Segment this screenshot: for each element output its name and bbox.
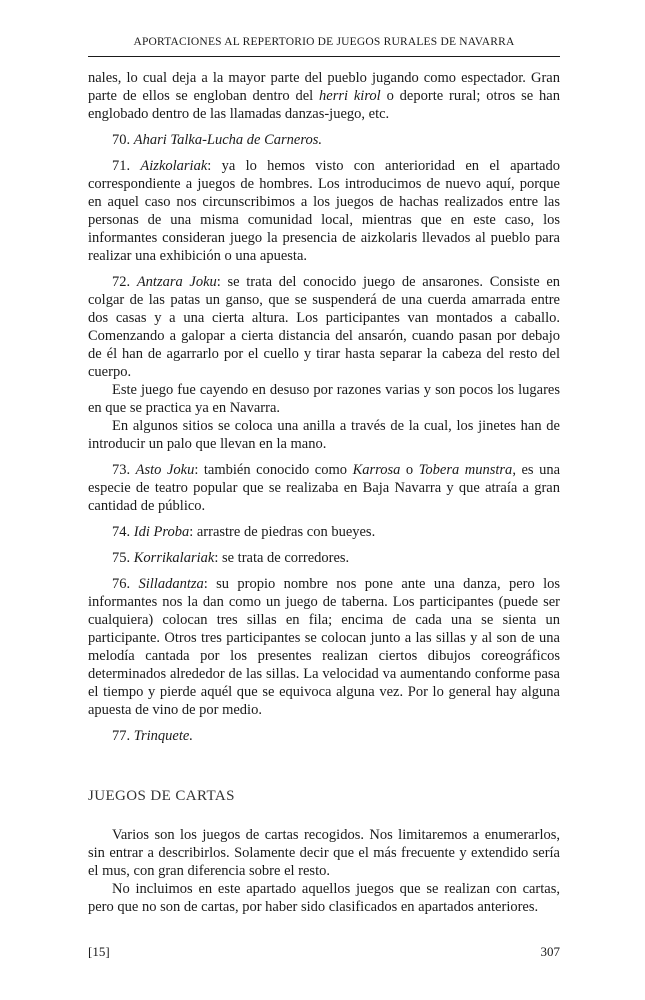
body-paragraph [88,575,560,719]
text-run: 76. [112,576,139,592]
italic-term: Silladantza [138,576,204,592]
italic-term: herri kirol [319,88,381,104]
italic-term: Korrikalariak [133,550,215,566]
text-run: 73. [112,462,136,478]
section-heading: JUEGOS DE CARTAS [88,788,235,804]
text-run: 71. [112,158,141,174]
page-number: 307 [540,944,560,959]
body-paragraph [88,727,560,745]
body-paragraph [88,157,560,265]
italic-term: Ahari Talka-Lucha de Carneros. [133,132,322,148]
italic-term: Karrosa [352,462,401,478]
text-run: : ya lo hemos visto con anterioridad en el apartado correspondiente a juegos de hombres. Los introducimos de nuevo aquí, porque en aquel caso nos circunscribimos a los juegos de hachas realizados entre las personas de una misma comunidad local, mientras que en este caso, los informantes consideran juego la presencia de aizkolaris llevados al pueblo para realizar una exhibición o una apuesta. [88,158,560,264]
body-paragraph [88,381,560,417]
body-text [88,69,560,745]
section-body [88,826,560,916]
text-run: 77. [112,728,134,744]
header-rule [88,56,560,57]
text-run: Este juego fue cayendo en desuso por razones varias y son pocos los lugares en que se practica ya en Navarra. [88,382,560,416]
italic-term: Trinquete. [133,728,193,744]
italic-term: Idi Proba [133,524,190,540]
running-header: APORTACIONES AL REPERTORIO DE JUEGOS RURALES DE NAVARRA [133,36,515,48]
text-run: En algunos sitios se coloca una anilla a través de la cual, los jinetes han de introducir un palo que llevan en la mano. [88,418,560,452]
chapter-marker: [15] [88,944,110,959]
text-run: o [400,462,419,478]
italic-term: Antzara Joku [136,274,217,290]
body-paragraph [88,69,560,123]
body-paragraph [88,549,560,567]
italic-term: Aizkolariak [140,158,208,174]
body-paragraph [88,523,560,541]
text-run: nales, lo cual deja a la mayor parte del pueblo jugando como espectador. Gran parte de ellos se engloban dentro del [88,70,560,104]
italic-term: Asto Joku [135,462,195,478]
body-paragraph [88,461,560,515]
section-paragraph: Varios son los juegos de cartas recogidos. Nos limitaremos a enumerarlos, sin entrar a describirlos. Solamente decir que el más frecuente y extendido sería el mus, con gran diferencia sobre el resto. [88,827,560,879]
body-paragraph [88,273,560,381]
text-run: o deporte rural; otros se han englobado dentro de las llamadas danzas-juego, etc. [88,88,560,122]
text-run: 72. [112,274,137,290]
text-run: : se trata del conocido juego de ansarones. Consiste en colgar de las patas un ganso, que se suspenderá de una cuerda amarrada entre dos casas y a una cierta altura. Los participantes van montados a caballo. Comenzando a galopar a cierta distancia del ansarón, cuando pasan por debajo de él han de agarrarlo por el cuello y tirar hasta separar la cabeza del resto del cuerpo. [88,274,561,380]
text-run: 70. [112,132,134,148]
text-run: : se trata de corredores. [214,550,350,566]
italic-term: Tobera munstra [418,462,513,478]
text-run: 75. [112,550,134,566]
text-run: : arrastre de piedras con bueyes. [189,524,376,540]
text-run: 74. [112,524,134,540]
text-run: , es una especie de teatro popular que se realizaba en Baja Navarra y que atraía a gran cantidad de público. [88,462,561,514]
body-paragraph [88,417,560,453]
text-run: : también conocido como [194,462,353,478]
text-run: : su propio nombre nos pone ante una danza, pero los informantes nos la dan como un juego de taberna. Los participantes (puede ser cualquiera) colocan tres sillas en fila; encima de cada una se sienta un participante. Otros tres participantes se colocan junto a las sillas y al son de una melodía cantada por los presentes realizan ciertos dibujos coreográficos determinados alrededor de las sillas. La velocidad va aumentando conforme pasa el tiempo y pierde aquél que se equivoca alguna vez. Por lo general hay alguna apuesta de vino de por medio. [88,576,561,718]
body-paragraph [88,131,560,149]
section-paragraph: No incluimos en este apartado aquellos juegos que se realizan con cartas, pero que no son de cartas, por haber sido clasificados en apartados anteriores. [88,881,560,915]
